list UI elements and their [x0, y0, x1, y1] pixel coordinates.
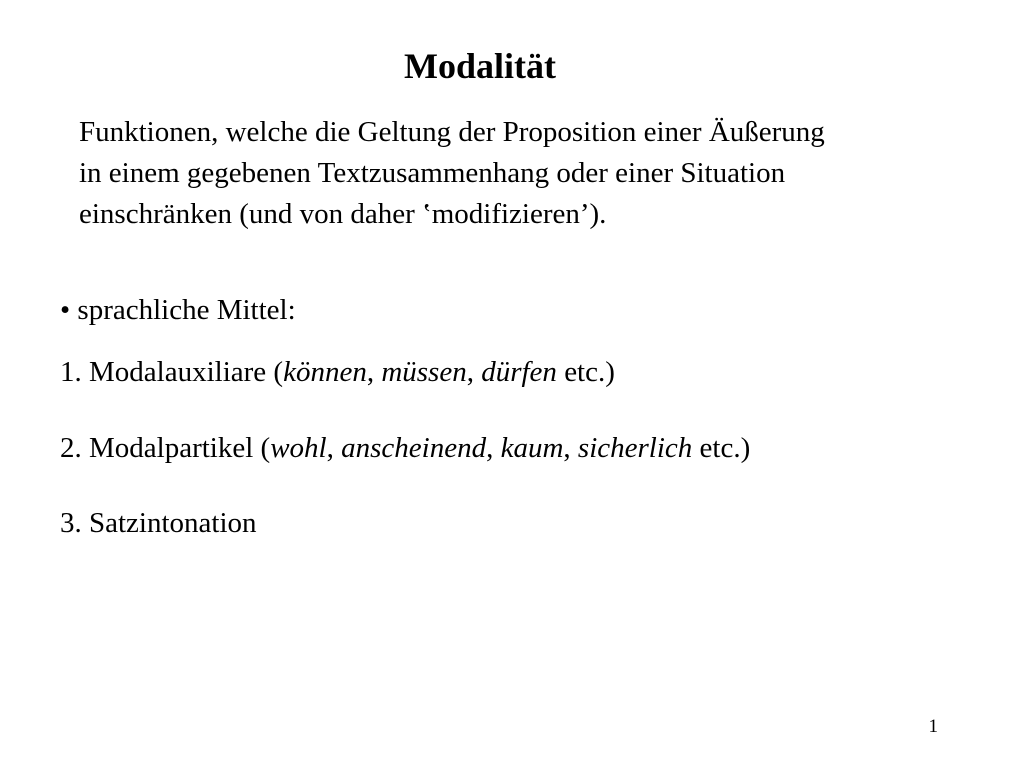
example-term: kaum: [500, 432, 564, 464]
list-item-modalpartikel: [60, 428, 750, 468]
example-term: dürfen: [481, 356, 557, 388]
page-number: 1: [928, 716, 938, 737]
separator: ,: [486, 432, 501, 464]
definition-line: Funktionen, welche die Geltung der Proposition einer Äußerung: [79, 116, 825, 148]
list-item-modalauxiliare: [60, 352, 615, 392]
item-prefix: 3. Satzintonation: [60, 507, 257, 539]
slide-title: Modalität: [404, 46, 556, 86]
definition-line: in einem gegebenen Textzusammenhang oder einer Situation: [79, 157, 786, 189]
bullet-sprachliche-mittel: • sprachliche Mittel:: [60, 294, 296, 326]
separator: ,: [563, 432, 578, 464]
example-term: anscheinend: [341, 432, 487, 464]
example-term: müssen: [381, 356, 467, 388]
separator: ,: [366, 356, 382, 388]
item-suffix: etc.): [556, 356, 615, 388]
definition-text: [79, 112, 1009, 235]
example-term: wohl: [270, 432, 327, 464]
separator: ,: [326, 432, 342, 464]
list-item-satzintonation: [60, 503, 257, 543]
definition-line: einschränken (und von daher ‛modifizieren’).: [79, 198, 607, 230]
example-term: können: [283, 356, 367, 388]
item-suffix: etc.): [692, 432, 751, 464]
item-prefix: 2. Modalpartikel (: [60, 432, 271, 464]
separator: ,: [466, 356, 482, 388]
example-term: sicherlich: [577, 432, 693, 464]
item-prefix: 1. Modalauxiliare (: [60, 356, 284, 388]
